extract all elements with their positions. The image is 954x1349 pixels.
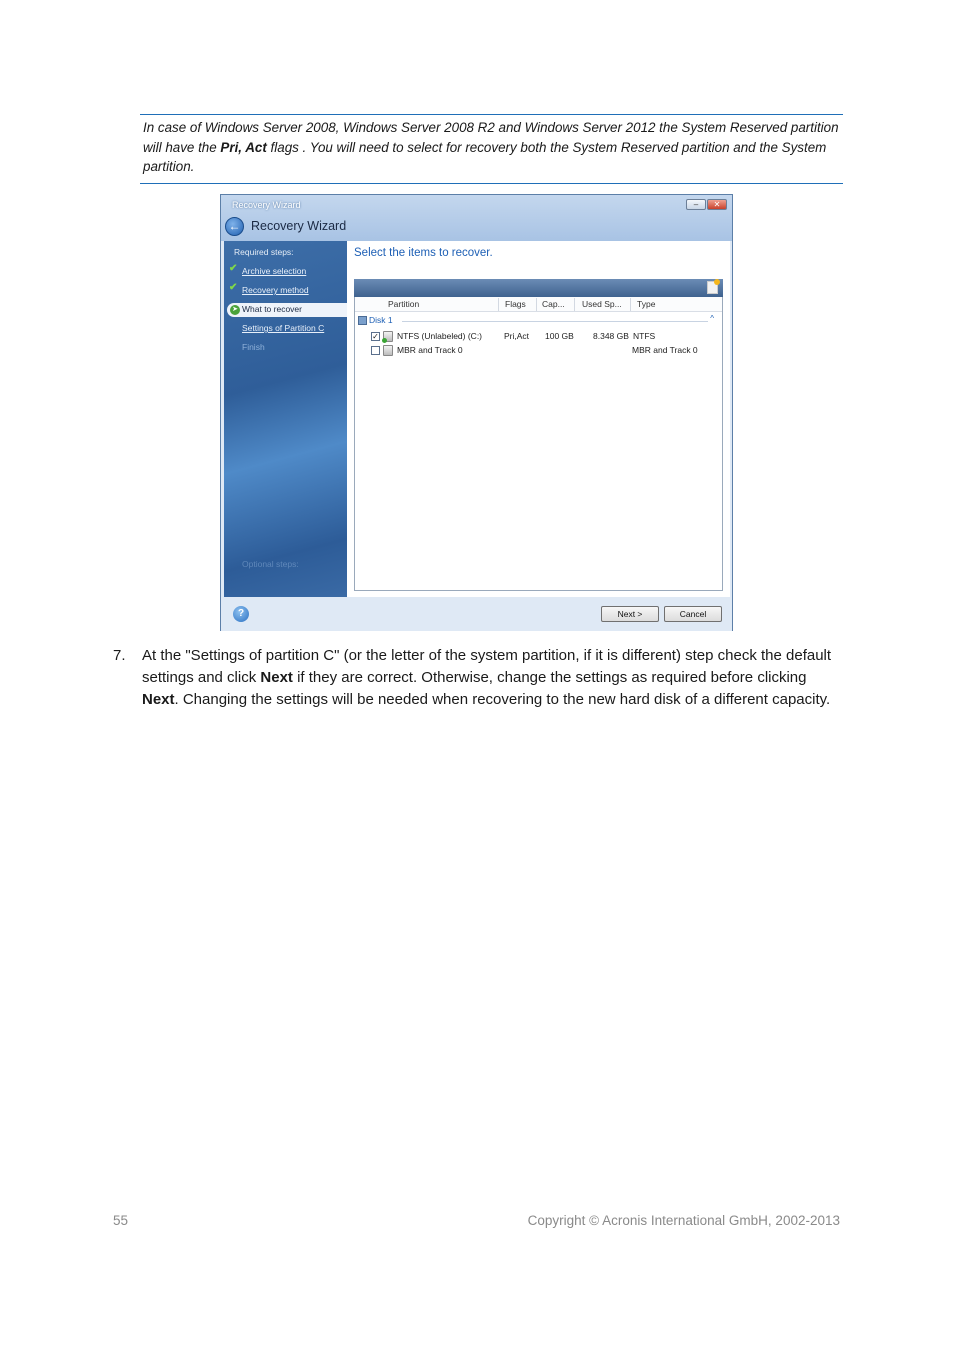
wizard-titlebar <box>221 195 732 241</box>
step-what-to-recover[interactable] <box>227 303 347 317</box>
disk-checkbox[interactable] <box>358 316 367 325</box>
note-flag-pri: Pri <box>220 139 239 155</box>
col-used-space[interactable]: Used Sp... <box>582 299 622 309</box>
row-checkbox[interactable]: ✓ <box>372 332 379 341</box>
minimize-button[interactable]: – <box>686 199 706 210</box>
note-text: In case of Windows Server 2008, Windows Server 2008 R2 and Windows Server 2012 the System Reserved partition will have the <box>143 120 839 155</box>
step-number: 7. <box>113 647 126 664</box>
step-bold-next: Next <box>142 691 175 708</box>
step-archive-selection[interactable]: Archive selection <box>242 266 307 276</box>
back-arrow-icon[interactable]: ← <box>225 217 244 236</box>
check-icon: ✔ <box>229 282 238 293</box>
cell-partition: MBR and Track 0 <box>397 345 463 355</box>
step-text-part: At the "Settings of partition C" (or the letter of the system partition, if it is different) step check the default settings and click <box>142 647 832 686</box>
next-button[interactable]: Next > <box>601 606 659 622</box>
window-title: Recovery Wizard <box>232 200 301 210</box>
row-checkbox[interactable] <box>371 346 380 355</box>
list-header <box>355 297 722 312</box>
new-item-icon[interactable] <box>707 281 718 294</box>
step-bold-next: Next <box>260 669 293 686</box>
col-type[interactable]: Type <box>637 299 656 309</box>
table-row[interactable] <box>371 345 721 357</box>
partition-icon <box>383 331 393 342</box>
note-text-end: flags . You will need to select for recovery both the System Reserved partition and the System partition. <box>143 139 827 174</box>
col-flags[interactable]: Flags <box>505 299 526 309</box>
cell-type: NTFS <box>633 331 656 341</box>
disk-label: Disk 1 <box>369 315 393 325</box>
windows-server-note <box>140 114 843 184</box>
column-separator <box>574 298 575 311</box>
col-partition[interactable]: Partition <box>388 299 420 309</box>
step-settings-partition-c[interactable]: Settings of Partition C <box>242 323 325 333</box>
disk-track-icon <box>383 345 393 356</box>
recovery-wizard-screenshot <box>220 194 733 631</box>
select-items-prompt: Select the items to recover. <box>354 247 493 259</box>
step-finish: Finish <box>242 342 265 352</box>
col-capacity[interactable]: Cap... <box>542 299 565 309</box>
disk-group-row[interactable] <box>358 315 718 327</box>
step-text-part: . Changing the settings will be needed when recovering to the new hard disk of a different capacity. <box>174 691 831 708</box>
column-separator <box>630 298 631 311</box>
cell-used-space: 8.348 GB <box>593 331 629 341</box>
current-step-arrow-icon: ➤ <box>230 305 240 315</box>
page-number: 55 <box>113 1213 129 1228</box>
group-divider <box>402 321 708 322</box>
cancel-button[interactable]: Cancel <box>664 606 722 622</box>
copyright-notice: Copyright © Acronis International GmbH, 2002-2013 <box>527 1213 840 1228</box>
help-icon[interactable]: ? <box>233 606 249 622</box>
note-flag-act: Act <box>245 139 267 155</box>
close-button[interactable]: ✕ <box>707 199 727 210</box>
cell-capacity: 100 GB <box>545 331 574 341</box>
step-recovery-method[interactable]: Recovery method <box>242 285 309 295</box>
column-separator <box>536 298 537 311</box>
table-row[interactable] <box>371 331 721 343</box>
cell-flags: Pri,Act <box>504 331 530 341</box>
step-text-part: if they are correct. Otherwise, change the settings as required before clicking <box>292 669 807 686</box>
wizard-header-title: Recovery Wizard <box>251 219 347 233</box>
list-toolbar <box>354 279 723 297</box>
note-flag-separator: , <box>238 139 246 155</box>
cell-type: MBR and Track 0 <box>632 345 698 355</box>
check-icon: ✔ <box>229 263 238 274</box>
cell-partition: NTFS (Unlabeled) (C:) <box>397 331 483 341</box>
wizard-content <box>347 241 730 597</box>
partition-list <box>354 297 723 591</box>
window-controls <box>686 199 727 210</box>
collapse-caret-icon[interactable]: ^ <box>710 314 714 323</box>
column-separator <box>498 298 499 311</box>
wizard-footer <box>221 597 732 631</box>
step-what-to-recover-label: What to recover <box>242 304 302 314</box>
step-7-text <box>142 645 842 711</box>
optional-steps-heading: Optional steps: <box>242 559 299 569</box>
required-steps-heading: Required steps: <box>234 247 294 257</box>
steps-sidebar <box>224 241 347 597</box>
